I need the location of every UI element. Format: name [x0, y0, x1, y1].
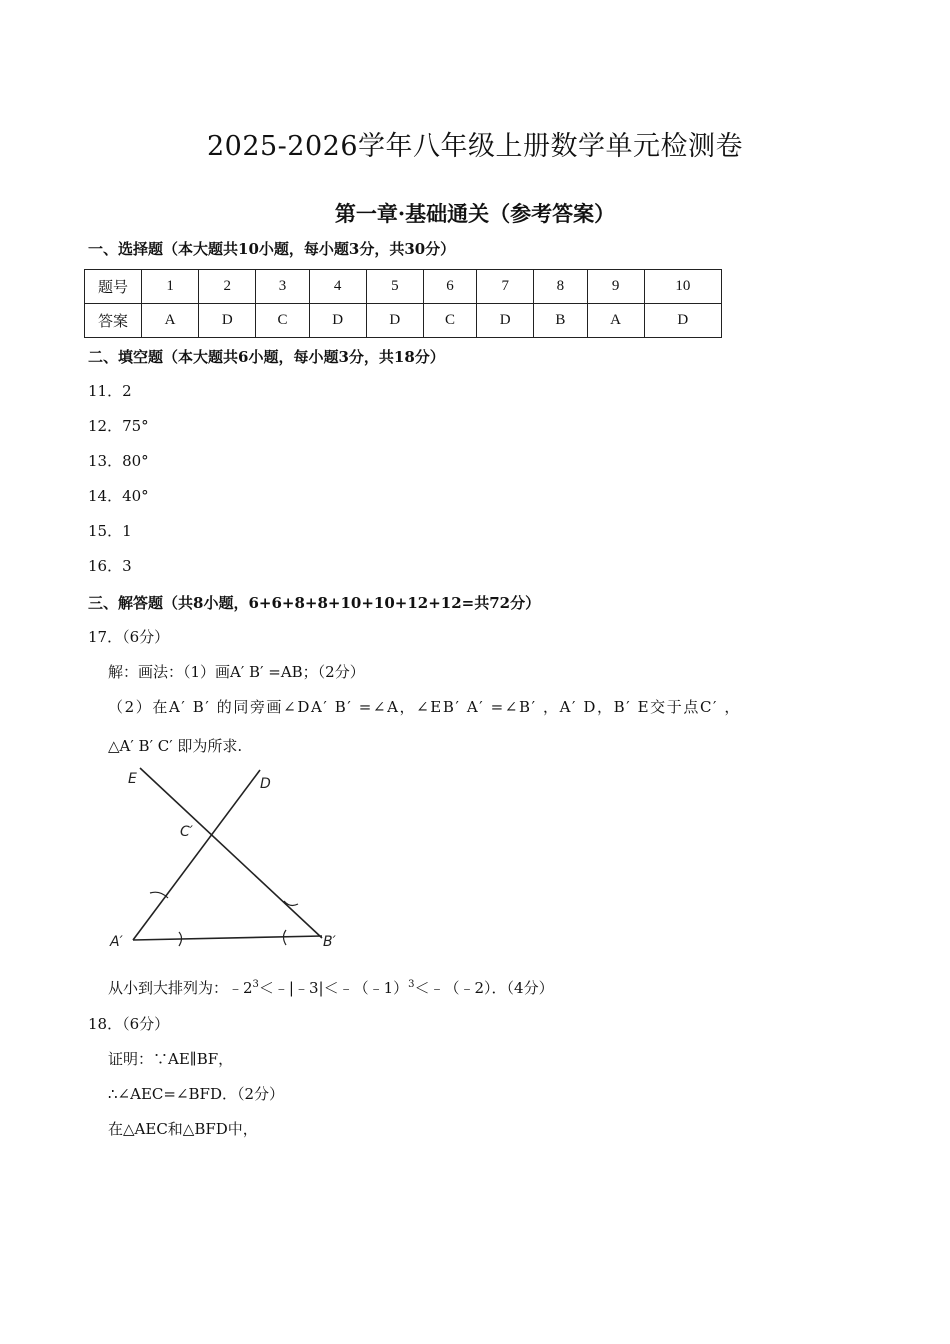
line-a-to-d [133, 770, 260, 940]
table-cell: D [477, 304, 534, 338]
label-b-prime: B′ [323, 934, 336, 950]
q17-header: 17．（6分） [88, 628, 170, 646]
table-header-cell: 题号 [85, 270, 142, 304]
order-text-mid: ＜﹣|﹣3|＜﹣（﹣1） [258, 979, 409, 997]
table-cell: D [309, 304, 366, 338]
section-solve-heading: 三、解答题（共8小题，6+6+8+8+10+10+12+12=共72分） [88, 594, 541, 612]
fill-answer-13: 13．80° [88, 452, 149, 470]
table-cell: A [587, 304, 644, 338]
label-a-prime: A′ [110, 934, 123, 950]
order-exponent-1: 3 [252, 979, 259, 990]
table-cell: D [199, 304, 256, 338]
table-cell: 4 [309, 270, 366, 304]
q17-line2: （2）在A′ B′ 的同旁画∠DA′ B′ =∠A，∠EB′ A′ =∠B′ ，A′ D，B′ E交于点C′ ， [108, 698, 741, 716]
q18-line3: 在△AEC和△BFD中， [108, 1120, 258, 1138]
fill-answer-12: 12．75° [88, 417, 149, 435]
table-cell: 10 [644, 270, 721, 304]
table-cell: 3 [256, 270, 309, 304]
page-subtitle: 第一章·基础通关（参考答案） [334, 201, 616, 226]
table-row-answers [85, 304, 722, 338]
table-header-cell: 答案 [85, 304, 142, 338]
table-cell: C [256, 304, 309, 338]
line-b-to-e [140, 768, 322, 938]
q18-line2: ∴∠AEC=∠BFD．（2分） [108, 1085, 285, 1103]
label-d: D [260, 776, 271, 792]
table-cell: A [142, 304, 199, 338]
order-text-pre: 从小到大排列为：﹣2 [108, 979, 253, 997]
table-cell: 7 [477, 270, 534, 304]
q18-line1: 证明：∵AE∥BF， [108, 1050, 234, 1068]
section-choice-heading: 一、选择题（本大题共10小题，每小题3分，共30分） [88, 240, 456, 258]
table-cell: C [423, 304, 476, 338]
table-cell: D [644, 304, 721, 338]
table-cell: 9 [587, 270, 644, 304]
table-cell: B [534, 304, 587, 338]
triangle-construction-figure [100, 760, 360, 955]
section-fill-heading: 二、填空题（本大题共6小题，每小题3分，共18分） [88, 348, 445, 366]
fill-answer-14: 14．40° [88, 487, 149, 505]
table-row-numbers [85, 270, 722, 304]
order-exponent-2: 3 [408, 979, 415, 990]
table-cell: 2 [199, 270, 256, 304]
q17-line1: 解：画法：（1）画A′ B′ =AB；（2分） [108, 663, 365, 681]
label-e: E [128, 771, 137, 787]
answer-table [84, 269, 722, 338]
segment-a-b [133, 936, 322, 940]
table-cell: 8 [534, 270, 587, 304]
page-title: 2025-2026学年八年级上册数学单元检测卷 [206, 131, 744, 162]
q17-line3: △A′ B′ C′ 即为所求. [108, 737, 243, 755]
table-cell: 6 [423, 270, 476, 304]
fill-answer-11: 11．2 [88, 382, 132, 400]
order-text-post: ＜﹣（﹣2）．（4分） [414, 979, 554, 997]
q18-header: 18．（6分） [88, 1015, 170, 1033]
q17-order-line [108, 977, 554, 998]
table-cell: 1 [142, 270, 199, 304]
table-cell: D [366, 304, 423, 338]
table-cell: 5 [366, 270, 423, 304]
fill-answer-15: 15．1 [88, 522, 132, 540]
label-c-prime: C′ [180, 824, 193, 840]
fill-answer-16: 16．3 [88, 557, 132, 575]
